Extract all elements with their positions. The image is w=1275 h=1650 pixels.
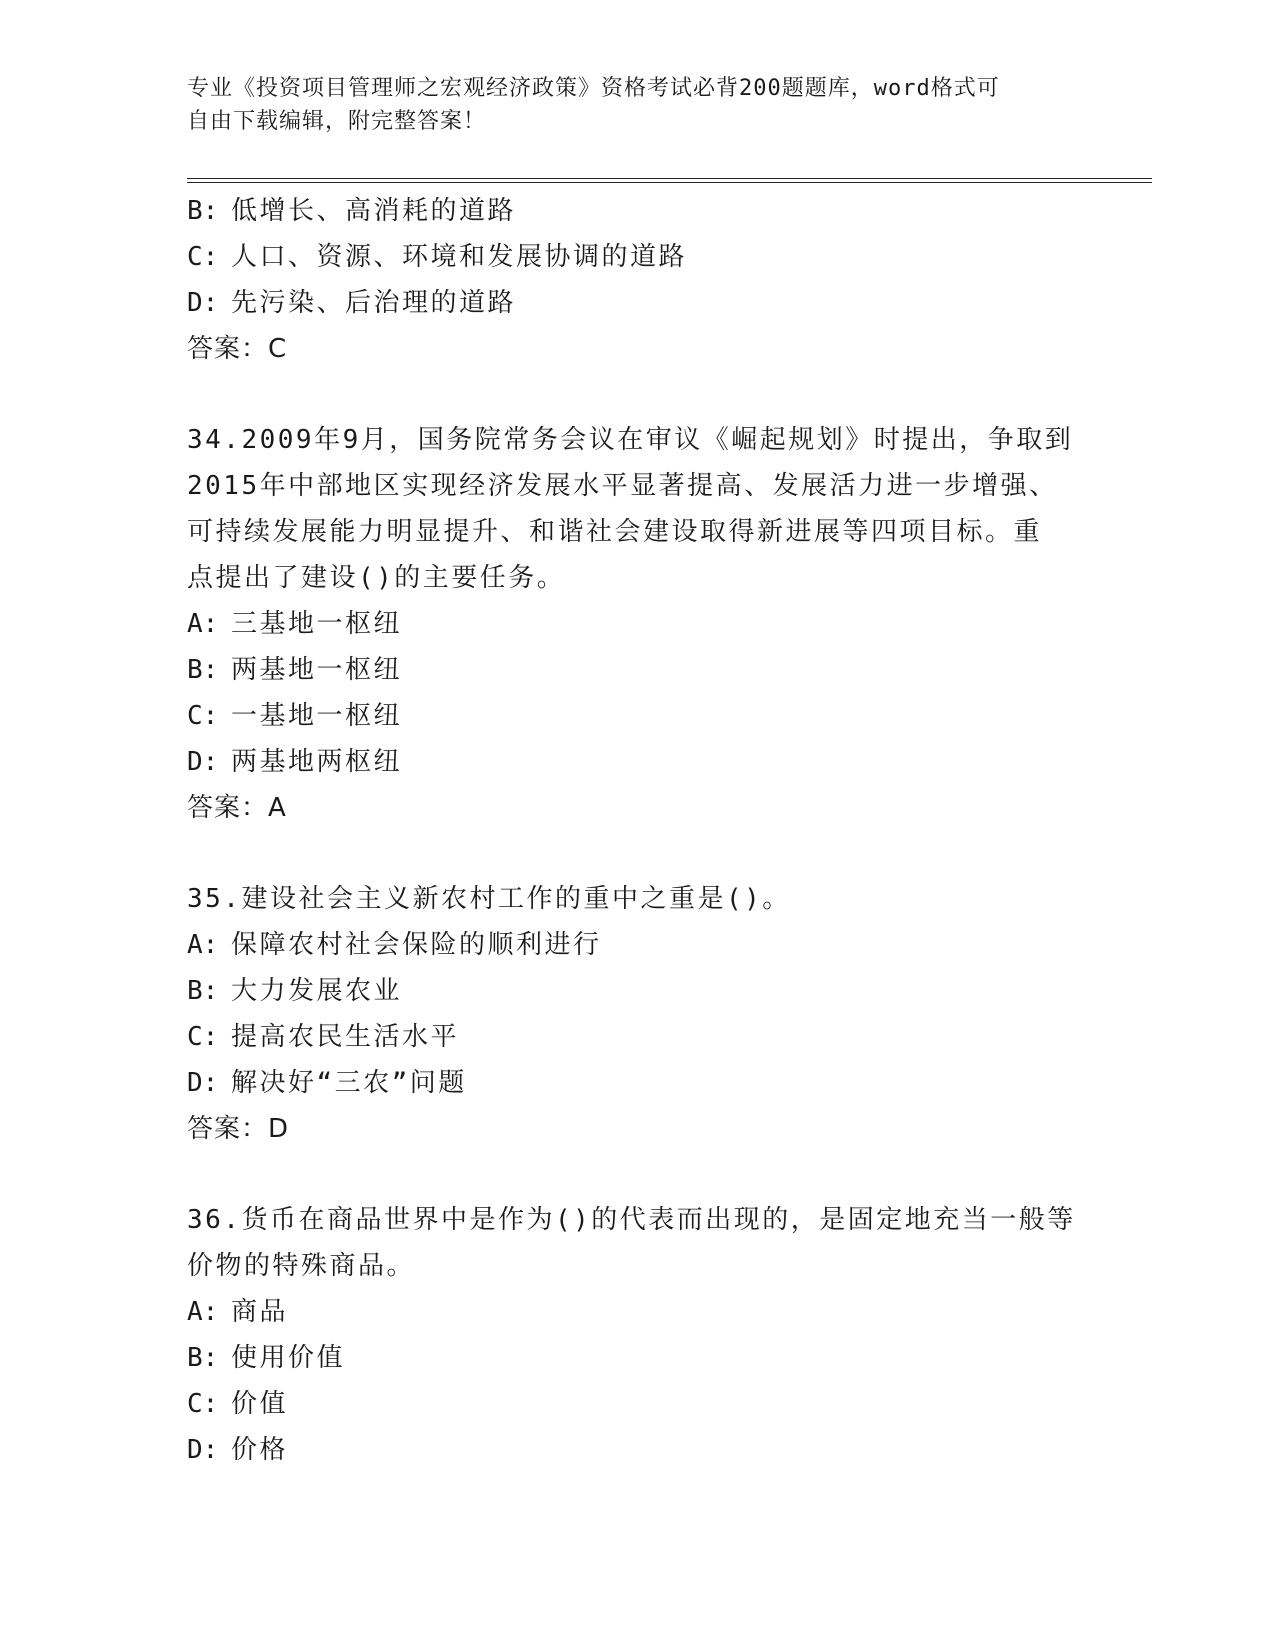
option-b: B: 两基地一枢纽 <box>187 655 403 685</box>
question-35 <box>187 876 1087 1152</box>
header-divider <box>187 178 1152 183</box>
question-list <box>187 188 1087 1473</box>
question-stem-line: 可持续发展能力明显提升、和谐社会建设取得新进展等四项目标。重 <box>187 517 1043 547</box>
option-b: B: 低增长、高消耗的道路 <box>187 196 517 226</box>
question-36 <box>187 1197 1087 1473</box>
question-stem-line: 点提出了建设()的主要任务。 <box>187 563 566 593</box>
question-stem-line: 35.建设社会主义新农村工作的重中之重是()。 <box>187 884 791 914</box>
question-stem-line: 2015年中部地区实现经济发展水平显著提高、发展活力进一步增强、 <box>187 471 1058 501</box>
question-stem-line: 34.2009年9月，国务院常务会议在审议《崛起规划》时提出，争取到 <box>187 425 1074 455</box>
option-b: B: 使用价值 <box>187 1343 346 1373</box>
option-d: D: 价格 <box>187 1435 289 1465</box>
answer-line: 答案：A <box>187 793 287 823</box>
option-c: C: 一基地一枢纽 <box>187 701 403 731</box>
option-c: C: 人口、资源、环境和发展协调的道路 <box>187 242 688 272</box>
header-line-2: 自由下载编辑，附完整答案！ <box>187 109 487 134</box>
question-stem-line: 36.货币在商品世界中是作为()的代表而出现的，是固定地充当一般等 <box>187 1205 1076 1235</box>
option-d: D: 先污染、后治理的道路 <box>187 288 517 318</box>
option-d: D: 解决好“三农”问题 <box>187 1068 467 1098</box>
question-33 <box>187 188 1087 372</box>
answer-line: 答案：D <box>187 1114 290 1144</box>
option-c: C: 提高农民生活水平 <box>187 1022 460 1052</box>
option-d: D: 两基地两枢纽 <box>187 747 403 777</box>
page-header <box>187 72 1067 138</box>
option-a: A: 保障农村社会保险的顺利进行 <box>187 930 602 960</box>
question-34 <box>187 417 1087 831</box>
answer-line: 答案：C <box>187 334 288 364</box>
option-c: C: 价值 <box>187 1389 289 1419</box>
header-line-1: 专业《投资项目管理师之宏观经济政策》资格考试必背200题题库，word格式可 <box>187 76 1000 101</box>
question-stem-line: 价物的特殊商品。 <box>187 1251 416 1281</box>
option-b: B: 大力发展农业 <box>187 976 403 1006</box>
option-a: A: 三基地一枢纽 <box>187 609 403 639</box>
option-a: A: 商品 <box>187 1297 289 1327</box>
